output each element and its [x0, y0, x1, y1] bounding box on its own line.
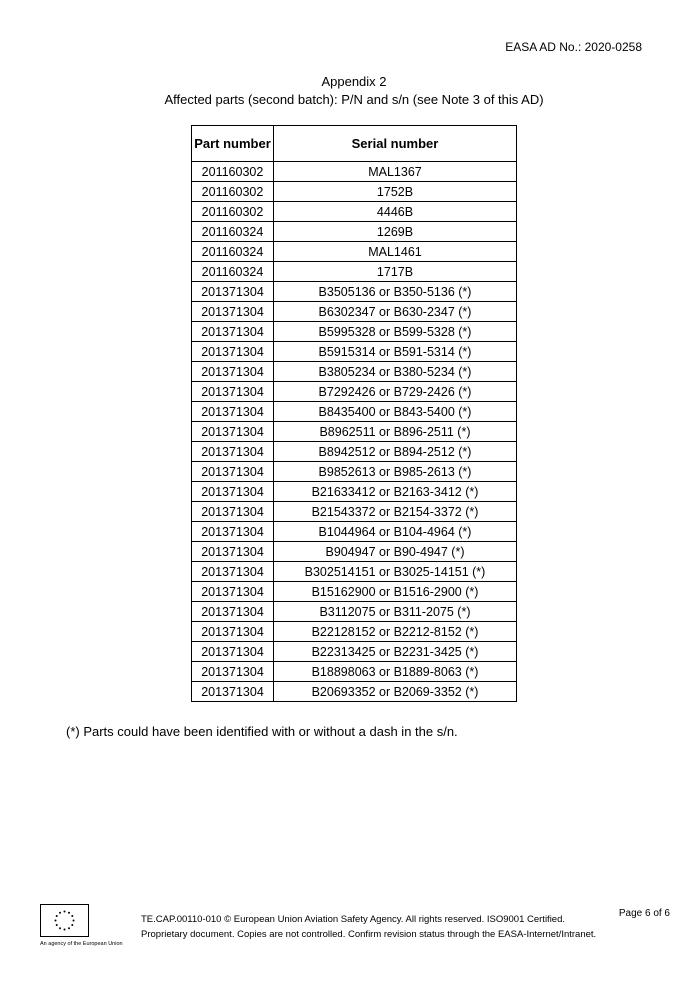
ad-number: EASA AD No.: 2020-0258: [505, 40, 642, 54]
part-number-cell: 201371304: [192, 322, 274, 342]
serial-number-cell: B22128152 or B2212-8152 (*): [274, 622, 517, 642]
serial-number-cell: B9852613 or B985-2613 (*): [274, 462, 517, 482]
serial-number-cell: B8435400 or B843-5400 (*): [274, 402, 517, 422]
serial-number-cell: 1269B: [274, 222, 517, 242]
part-number-cell: 201371304: [192, 462, 274, 482]
serial-number-cell: MAL1367: [274, 162, 517, 182]
part-number-cell: 201371304: [192, 362, 274, 382]
serial-number-cell: B3112075 or B311-2075 (*): [274, 602, 517, 622]
table-row: [192, 602, 517, 622]
table-row: [192, 562, 517, 582]
serial-number-cell: 4446B: [274, 202, 517, 222]
part-number-cell: 201371304: [192, 602, 274, 622]
part-number-cell: 201371304: [192, 302, 274, 322]
table-header-row: [192, 126, 517, 162]
part-number-header: Part number: [192, 126, 274, 162]
part-number-cell: 201371304: [192, 442, 274, 462]
part-number-cell: 201371304: [192, 622, 274, 642]
page-number: Page 6 of 6: [618, 908, 670, 919]
footer-line-2: Proprietary document. Copies are not controlled. Confirm revision status through the EASA-Internet/Intranet.: [141, 929, 597, 940]
table-row: [192, 582, 517, 602]
eu-star: [55, 920, 57, 922]
part-number-cell: 201371304: [192, 422, 274, 442]
footer-line-1: TE.CAP.00110-010 © European Union Aviation Safety Agency. All rights reserved. ISO9001 Certified.: [141, 914, 566, 925]
serial-number-cell: B18898063 or B1889-8063 (*): [274, 662, 517, 682]
serial-number-cell: B1044964 or B104-4964 (*): [274, 522, 517, 542]
table-row: [192, 662, 517, 682]
eu-star: [56, 924, 58, 926]
table-row: [192, 282, 517, 302]
part-number-cell: 201371304: [192, 582, 274, 602]
table-row: [192, 542, 517, 562]
table-body: [192, 162, 517, 702]
eu-agency-caption: An agency of the European Union: [40, 941, 123, 947]
part-number-cell: 201160324: [192, 262, 274, 282]
eu-star: [64, 929, 66, 931]
eu-star: [73, 920, 75, 922]
part-number-cell: 201371304: [192, 502, 274, 522]
footer-text: [141, 912, 596, 942]
serial-number-cell: B6302347 or B630-2347 (*): [274, 302, 517, 322]
part-number-cell: 201371304: [192, 522, 274, 542]
part-number-cell: 201371304: [192, 282, 274, 302]
table-row: [192, 402, 517, 422]
part-number-cell: 201371304: [192, 662, 274, 682]
part-number-cell: 201160302: [192, 162, 274, 182]
eu-star: [64, 911, 66, 913]
serial-number-cell: B8962511 or B896-2511 (*): [274, 422, 517, 442]
serial-number-cell: B20693352 or B2069-3352 (*): [274, 682, 517, 702]
table-row: [192, 422, 517, 442]
part-number-cell: 201371304: [192, 382, 274, 402]
table-row: [192, 442, 517, 462]
part-number-cell: 201371304: [192, 542, 274, 562]
table-row: [192, 302, 517, 322]
table-row: [192, 222, 517, 242]
dash-note: (*) Parts could have been identified with or without a dash in the s/n.: [66, 724, 458, 739]
part-number-cell: 201371304: [192, 562, 274, 582]
eu-star: [71, 915, 73, 917]
part-number-cell: 201160302: [192, 202, 274, 222]
table-row: [192, 622, 517, 642]
part-number-cell: 201371304: [192, 482, 274, 502]
eu-star: [59, 912, 61, 914]
serial-number-cell: 1752B: [274, 182, 517, 202]
eu-star: [68, 927, 70, 929]
table-row: [192, 262, 517, 282]
table-row: [192, 362, 517, 382]
eu-star: [59, 927, 61, 929]
serial-number-cell: B15162900 or B1516-2900 (*): [274, 582, 517, 602]
serial-number-cell: B21543372 or B2154-3372 (*): [274, 502, 517, 522]
part-number-cell: 201371304: [192, 402, 274, 422]
part-number-cell: 201371304: [192, 642, 274, 662]
table-row: [192, 462, 517, 482]
part-number-cell: 201160324: [192, 242, 274, 262]
serial-number-cell: MAL1461: [274, 242, 517, 262]
eu-star: [71, 924, 73, 926]
table-row: [192, 342, 517, 362]
serial-number-cell: B5995328 or B599-5328 (*): [274, 322, 517, 342]
table-row: [192, 682, 517, 702]
part-number-cell: 201160324: [192, 222, 274, 242]
affected-parts-table: [191, 125, 517, 702]
appendix-subtitle: Affected parts (second batch): P/N and s/n (see Note 3 of this AD): [164, 92, 544, 107]
table-row: [192, 382, 517, 402]
part-number-cell: 201371304: [192, 342, 274, 362]
eu-star: [68, 912, 70, 914]
table-row: [192, 242, 517, 262]
serial-number-cell: 1717B: [274, 262, 517, 282]
appendix-heading: [0, 73, 700, 109]
table-row: [192, 182, 517, 202]
appendix-title: Appendix 2: [321, 74, 387, 89]
serial-number-header: Serial number: [274, 126, 517, 162]
table-row: [192, 502, 517, 522]
table-row: [192, 202, 517, 222]
table-row: [192, 642, 517, 662]
table-row: [192, 522, 517, 542]
serial-number-cell: B904947 or B90-4947 (*): [274, 542, 517, 562]
part-number-cell: 201160302: [192, 182, 274, 202]
eu-star: [56, 915, 58, 917]
table-row: [192, 162, 517, 182]
serial-number-cell: B7292426 or B729-2426 (*): [274, 382, 517, 402]
table-row: [192, 322, 517, 342]
eu-flag-icon: [40, 904, 89, 937]
serial-number-cell: B22313425 or B2231-3425 (*): [274, 642, 517, 662]
serial-number-cell: B3505136 or B350-5136 (*): [274, 282, 517, 302]
serial-number-cell: B8942512 or B894-2512 (*): [274, 442, 517, 462]
part-number-cell: 201371304: [192, 682, 274, 702]
table-row: [192, 482, 517, 502]
serial-number-cell: B302514151 or B3025-14151 (*): [274, 562, 517, 582]
serial-number-cell: B21633412 or B2163-3412 (*): [274, 482, 517, 502]
serial-number-cell: B3805234 or B380-5234 (*): [274, 362, 517, 382]
serial-number-cell: B5915314 or B591-5314 (*): [274, 342, 517, 362]
